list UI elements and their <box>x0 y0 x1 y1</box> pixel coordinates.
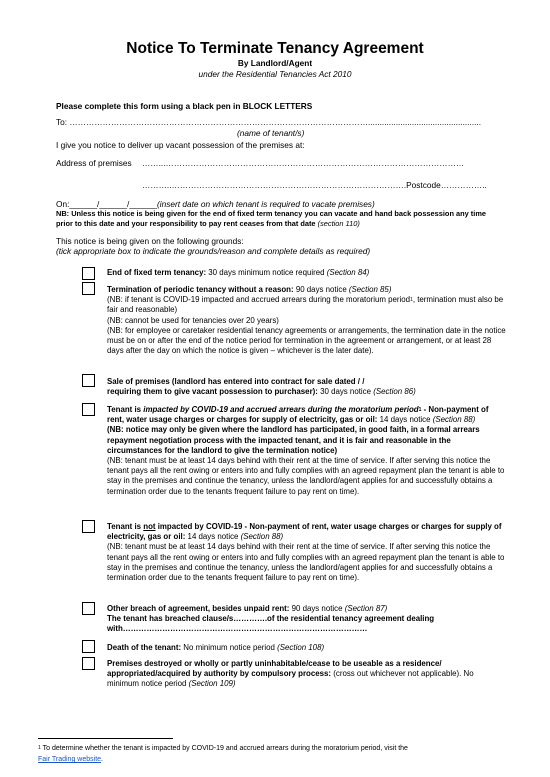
ground-other-breach-text: Other breach of agreement, besides unpaid rent: 90 days notice (Section 87) The tenant has breached clause/s………….of the residential tenancy agreement dealing with………………………………………………………………………………… <box>107 604 435 634</box>
ground-death-of-tenant-text: Death of the tenant: No minimum notice period (Section 108) <box>107 643 325 652</box>
subtitle-by: By Landlord/Agent <box>237 58 313 68</box>
ground-periodic-tenancy-checkbox[interactable] <box>82 282 95 295</box>
tenant-name-caption: (name of tenant/s) <box>237 128 305 138</box>
page-title: Notice To Terminate Tenancy Agreement <box>126 40 424 57</box>
ground-periodic-tenancy-text: Termination of periodic tenancy without a reason: 90 days notice (Section 85) (NB: if tenant is COVID-19 impacted and accrued arrears during the moratorium period$^1$, termination must also be fair and reasonable) (NB: cannot be used for tenancies over 20 years) (NB: for employee or caretaker residential tenancy agreements or arrangements, the termination date in the notice must be on or after the end of the notice period for termination in the agreement or arrangement, or at least 28 days after the day on which the notice is given – whichever is the later date). <box>107 285 506 356</box>
footnote-divider <box>38 738 173 739</box>
nb-notice <box>56 209 502 229</box>
breach-detail-field[interactable]: with………………………………………………………………………………… <box>107 624 368 634</box>
vacate-date-field[interactable]: On:______/______/______ <box>56 199 158 209</box>
ground-covid-impacted-checkbox[interactable] <box>82 403 95 416</box>
ground-death-of-tenant-checkbox[interactable] <box>82 640 95 653</box>
subtitle-act: under the Residential Tenancies Act 2010 <box>198 69 352 79</box>
give-notice-text: I give you notice to deliver up vacant possession of the premises at: <box>56 140 305 150</box>
vacate-date-row <box>56 199 375 209</box>
to-field[interactable]: To: ………………………………………………………………………………………………................................................. <box>56 117 482 127</box>
ground-premises-destroyed-text: Premises destroyed or wholly or partly uninhabitable/cease to be useable as a residence/ appropriated/acquired by authority by compulsory process: (cross out whichever not applicable). No minimum notice period (Section 109) <box>107 659 474 689</box>
ground-sale-of-premises-text: Sale of premises (landlord has entered into contract for sale dated / / requiring them to give vacant possession to purchaser): 30 days notice (Section 86) <box>107 377 416 397</box>
footnote-number: 1 <box>38 745 41 751</box>
breach-clause-field[interactable]: The tenant has breached clause/s………….of the residential tenancy agreement dealing <box>107 614 435 624</box>
address-label: Address of premises <box>56 158 132 168</box>
ground-sale-of-premises-checkbox[interactable] <box>82 374 95 387</box>
grounds-hint: (tick appropriate box to indicate the grounds/reason and complete details as required) <box>56 246 371 256</box>
address-field-line2[interactable]: ………..………………………………………………………………………….Postcode…………….. <box>142 180 487 190</box>
footnote-text: To determine whether the tenant is impacted by COVID-19 and accrued arrears during the moratorium period, visit the <box>40 745 408 752</box>
vacate-date-hint: (insert date on which tenant is required to vacate premises) <box>157 199 375 209</box>
ground-not-covid-impacted-text: Tenant is not impacted by COVID-19 - Non-payment of rent, water usage charges or charges for supply of electricity, gas or oil: 14 days notice (Section 88) (NB: tenant must be at least 14 days behind with their rent at the time of service. If after serving this notice the tenant pays all the rent owing or enters into and fully complies with an agreed repayment plan the tenant is able to stay in the premises and continue the tenancy, unless the landlord/agent applies for and successfully obtains a termination order due to the tenants frequent failure to pay rent on time). <box>107 522 505 583</box>
ground-end-fixed-term-checkbox[interactable] <box>82 267 95 280</box>
address-field-line1[interactable]: ……...……………………………………………………………………………………………… <box>142 158 465 168</box>
ground-other-breach-checkbox[interactable] <box>82 602 95 615</box>
fair-trading-link[interactable]: Fair Trading website <box>38 756 102 763</box>
ground-not-covid-impacted-checkbox[interactable] <box>82 520 95 533</box>
ground-premises-destroyed-checkbox[interactable] <box>82 657 95 670</box>
grounds-intro: This notice is being given on the following grounds: <box>56 236 244 246</box>
nb-notice-text: NB: Unless this notice is being given for the end of fixed term tenancy you can vacate and hand back possession any time prior to this date and your responsibility to pay rent ceases from that date <box>56 209 486 228</box>
ground-covid-impacted-text: Tenant is impacted by COVID-19 and accrued arrears during the moratorium period$^1$ - Non-payment of rent, water usage charges or charges for supply of electricity, gas or oil: 14 days notice (Section 88) (NB: notice may only be given where the landlord has participated, in good faith, in a formal arrears repayment negotiation process with the impacted tenant, and it is fair and reasonable in the circumstances for the landlord to give the termination notice) (NB: tenant must be at least 14 days behind with their rent at the time of service. If after serving this notice the tenant pays all the rent owing or enters into and fully complies with an agreed repayment plan the tenant is able to stay in the premises and continue the tenancy, unless the landlord/agent applies for and successfully obtains a termination order due to the tenants frequent failure to pay rent on time). <box>107 405 505 496</box>
footnote: $^1$ To determine whether the tenant is impacted by COVID-19 and accrued arrears during the moratorium period, visit the Fair Trading website. <box>38 745 408 763</box>
instructions: Please complete this form using a black pen in BLOCK LETTERS <box>56 101 313 111</box>
nb-notice-ref: (section 110) <box>317 219 360 228</box>
ground-end-fixed-term-text: End of fixed term tenancy: 30 days minimum notice required (Section 84) <box>107 268 370 277</box>
